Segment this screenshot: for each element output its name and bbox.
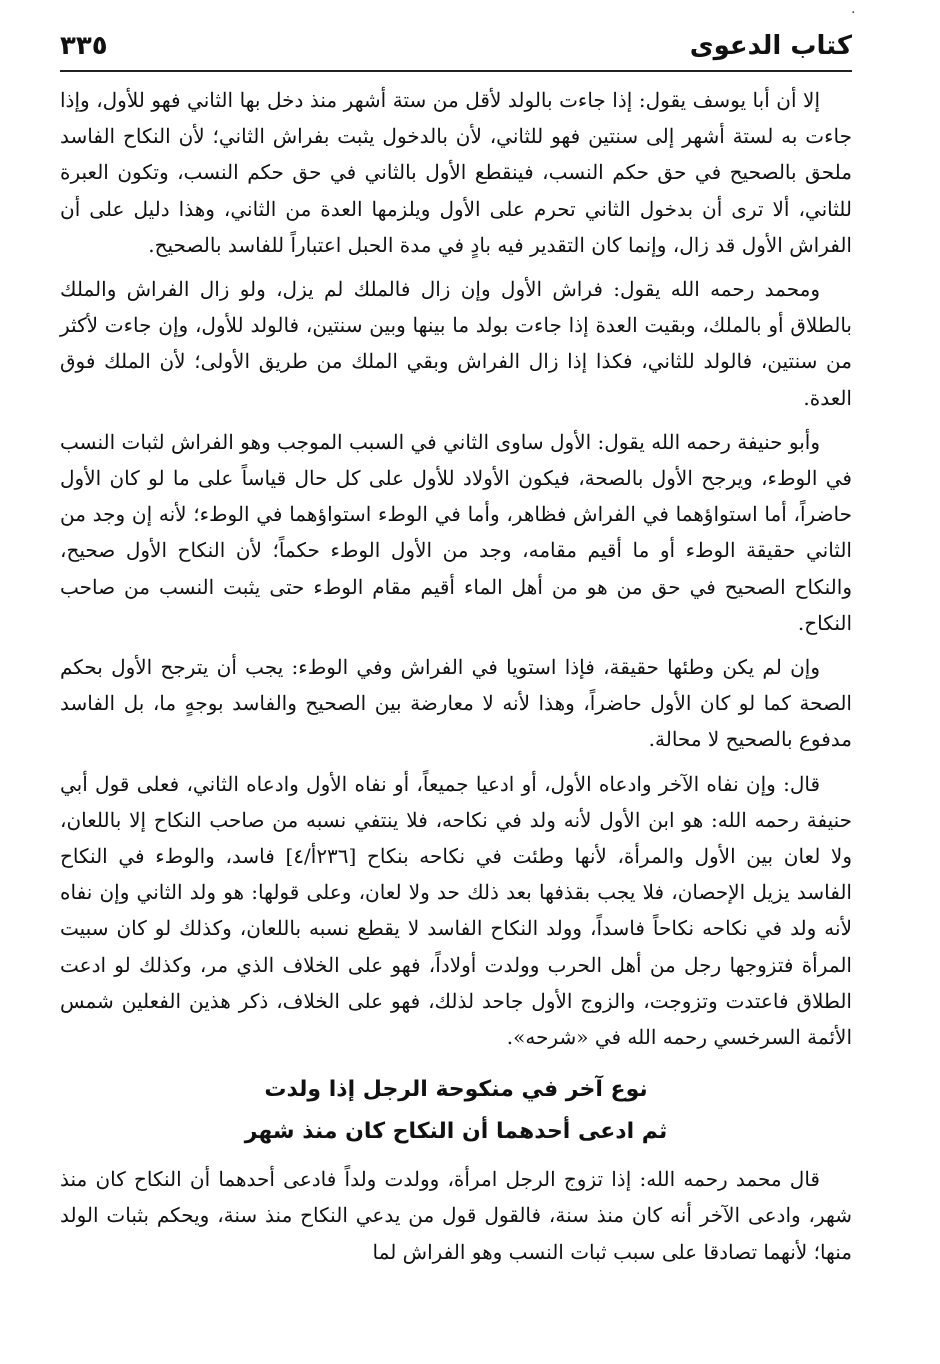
paragraph-abu-hanifa: وأبو حنيفة رحمه الله يقول: الأول ساوى الثاني في السبب الموجب وهو الفراش لثبات النسب في الوطء، ويرجح الأول بالصحة، فيكون الأولاد للأول على كل حال قياساً على ما لو كان الأول حاضراً، أما استواؤهما في الفراش فظاهر، وأما في الوطء استواؤهما في الوطء؛ لأنه إن وجد من الثاني حقيقة الوطء أو ما أقيم مقامه، وجد من الأول الوطء حكماً؛ لأن النكاح الأول صحيح، والنكاح الصحيح في حق من هو من أهل الماء أقيم مقام الوطء حتى يثبت النسب من صاحب النكاح. (60, 429, 852, 635)
body-text (60, 82, 852, 1278)
section-heading (60, 1069, 852, 1153)
header-rule (60, 70, 852, 72)
paragraph-final: قال محمد رحمه الله: إذا تزوج الرجل امرأة، وولدت ولداً فادعى أحدهما أن النكاح كان منذ شهر، وادعى الآخر أنه كان منذ سنة، فالقول قول من يدعي النكاح منذ سنة، ويحكم بثبات الولد منها؛ لأنهما تصادقا على سبب ثبات النسب وهو الفراش لما (60, 1167, 852, 1264)
page-number: ٣٣٥ (60, 31, 108, 61)
paragraph-denial-claim: قال: وإن نفاه الآخر وادعاه الأول، أو ادعيا جميعاً، أو نفاه الأول وادعاه الثاني، فعلى قول أبي حنيفة رحمه الله: هو ابن الأول لأنه ولد في نكاحه، فلا ينتفي نسبه من صاحب النكاح إلا باللعان، ولا لعان بين الأول والمرأة، لأنها وطئت في نكاحه بنكاح [٢٣٦أ/٤] فاسد، والوطء في النكاح الفاسد يزيل الإحصان، فلا يجب بقذفها بعد ذلك حد ولا لعان، وعلى قولها: هو ولد الثاني وإن نفاه لأنه ولد في نكاحه نكاحاً فاسداً، وولد النكاح الفاسد لا يقطع نسبه باللعان، وكذلك لو كان سبيت المرأة فتزوجها رجل من أهل الحرب وولدت أولاداً، فهو على الخلاف الذي مر، وكذلك لو ادعت الطلاق فاعتدت وتزوجت، والزوج الأول جاحد لذلك، فهو على الخلاف، ذكر هذين الفعلين شمس الأئمة السرخسي رحمه الله في «شرحه». (60, 771, 852, 1050)
book-title: كتاب الدعوى (689, 31, 852, 61)
section-heading-line-1: نوع آخر في منكوحة الرجل إذا ولدت (264, 1077, 648, 1103)
section-heading-line-2: ثم ادعى أحدهما أن النكاح كان منذ شهر (244, 1119, 668, 1145)
page-header (60, 26, 852, 66)
corner-mark: · (851, 5, 856, 21)
paragraph-muhammad: ومحمد رحمه الله يقول: فراش الأول وإن زال فالملك لم يزل، ولو زال الفراش والملك بالطلاق أو بالملك، وبقيت العدة إذا جاءت بولد ما بينها وبين سنتين، فالولد للأول، وإن جاءت لأكثر من سنتين، فالولد للثاني، فكذا إذا زال الفراش وبقي الملك من طريق الأولى؛ لأن الملك فوق العدة. (60, 277, 852, 410)
paragraph-abu-yusuf: إلا أن أبا يوسف يقول: إذا جاءت بالولد لأقل من ستة أشهر منذ دخل بها الثاني فهو للأول، وإذا جاءت به لستة أشهر إلى سنتين فهو للثاني، لأن بالدخول يثبت بفراش الثاني؛ لأن النكاح الفاسد ملحق بالصحيح في حق حكم النسب، فينقطع الأول بالثاني في حق حكم النسب، وتكون العبرة للثاني، ألا ترى أن بدخول الثاني تحرم على الأول ويلزمها العدة من الثاني، وهذا دليل على أن الفراش الأول قد زال، وإنما كان التقدير فيه بادٍ في مدة الحبل اعتباراً للفاسد بالصحيح. (60, 88, 852, 257)
paragraph-equal-footing: وإن لم يكن وطئها حقيقة، فإذا استويا في الفراش وفي الوطء: يجب أن يترجح الأول بحكم الصحة كما لو كان الأول حاضراً، وهذا لأنه لا معارضة بين الصحيح والفاسد بوجهٍ ما، بل الفاسد مدفوع بالصحيح لا محالة. (60, 655, 852, 752)
